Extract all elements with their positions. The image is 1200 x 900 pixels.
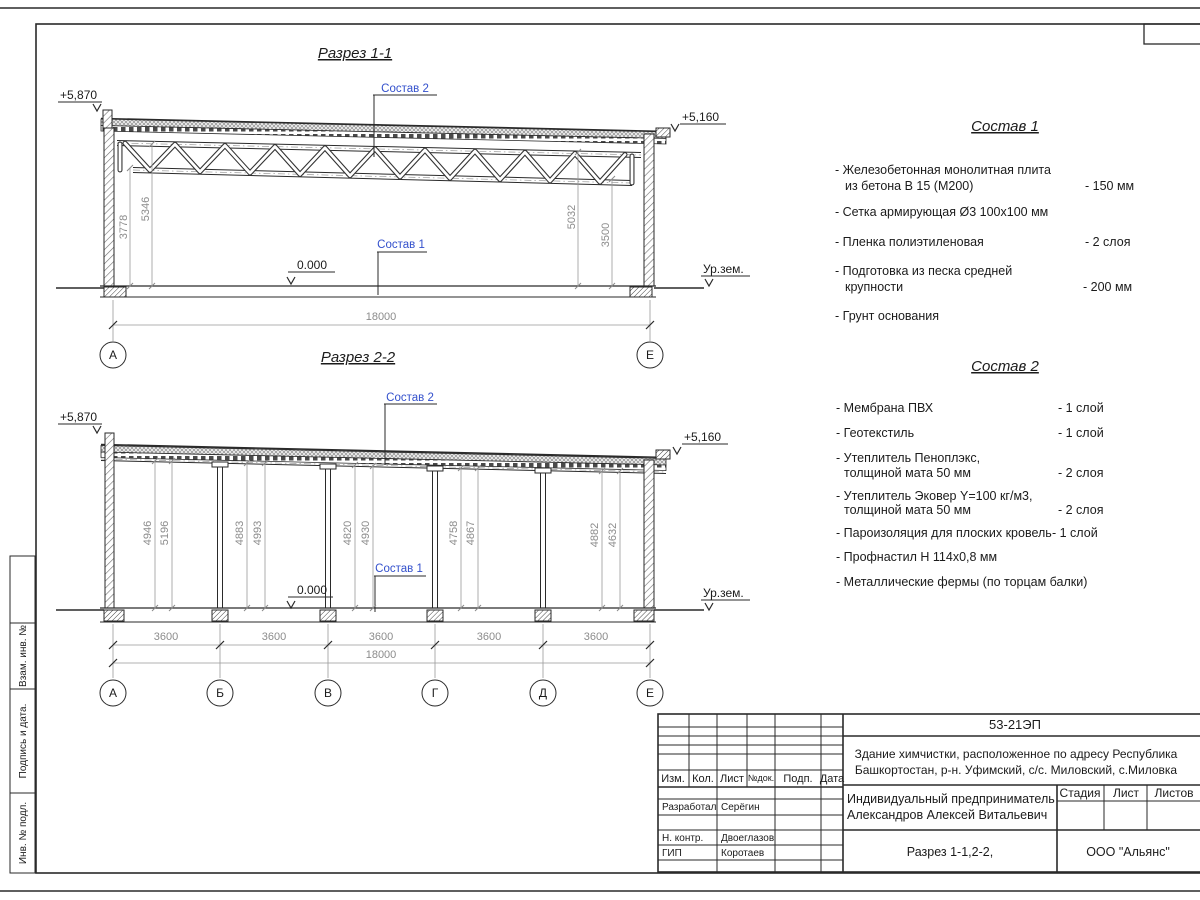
s1-dim-18000: 18000 xyxy=(365,311,397,323)
section-2-2 xyxy=(56,349,750,706)
s1-roof-end-cap xyxy=(656,128,670,137)
s2-elev-right-value: +5,160 xyxy=(684,430,722,444)
s2-axis-a-label: А xyxy=(108,686,118,700)
s2-dim-pair1-a: 4946 xyxy=(142,520,154,546)
s1-elev-left-arrow xyxy=(93,104,101,111)
sostav2-item7-line1: - Металлические фермы (по торцам балки) xyxy=(836,575,1088,589)
sostav2-item5-value: - 1 слой xyxy=(1052,526,1098,540)
stamp-vzam-inv: Взам. инв. № xyxy=(18,625,29,687)
s2-column-b xyxy=(218,467,223,608)
s2-sostav1-leader xyxy=(374,563,426,612)
sostav1-title: Состав 1 xyxy=(971,118,1039,135)
sostav2-item4-value: - 2 слоя xyxy=(1058,503,1104,517)
sostav1-item2-line1: - Сетка армирующая Ø3 100х100 мм xyxy=(835,205,1049,219)
s2-foundation-v xyxy=(320,610,336,621)
sostav-2-list xyxy=(836,358,1104,589)
s2-foundation-e xyxy=(634,610,654,621)
s2-zero-value: 0.000 xyxy=(297,583,328,597)
s1-dim-3500: 3500 xyxy=(600,222,612,248)
s1-dim-5346: 5346 xyxy=(140,196,152,222)
sostav2-item4-line1: - Утеплитель Эковер Y=100 кг/м3, xyxy=(836,489,1033,503)
s2-axis-v-label: В xyxy=(323,686,333,700)
s1-elevation-right xyxy=(671,110,726,131)
s2-dim-pair4-a: 4758 xyxy=(448,520,460,546)
s2-dim-18000: 18000 xyxy=(365,649,397,661)
titleblock-sheet-name: Разрез 1-1,2-2, xyxy=(906,845,994,859)
s2-dim-pair3-b: 4930 xyxy=(360,520,372,546)
s2-foundation-b xyxy=(212,610,228,621)
sostav1-item4-line2: крупности xyxy=(845,280,904,294)
titleblock-name3: Коротаев xyxy=(721,848,765,859)
s2-foundation-a xyxy=(104,610,124,621)
titleblock-name1: Серёгин xyxy=(721,802,760,813)
titleblock-role1: Разработал xyxy=(662,802,717,813)
sostav2-item3-line2: толщиной мата 50 мм xyxy=(844,466,971,480)
s1-axis-a-label: А xyxy=(108,348,118,362)
titleblock-role2: Н. контр. xyxy=(662,833,704,844)
s1-sostav1-label: Состав 1 xyxy=(377,239,425,251)
sostav2-item3-value: - 2 слоя xyxy=(1058,466,1104,480)
s1-dim-3778: 3778 xyxy=(118,214,130,240)
section-1-1 xyxy=(56,45,750,368)
s2-dim-pair1-b: 5196 xyxy=(159,520,171,546)
sostav2-item5-line1: - Пароизоляция для плоских кровель xyxy=(836,526,1052,540)
s1-zero-value: 0.000 xyxy=(297,258,328,272)
s2-column-g-capital xyxy=(427,466,443,471)
sostav2-item2-line1: - Геотекстиль xyxy=(836,426,915,440)
s2-vertical-dims xyxy=(142,458,623,611)
section-1-1-title: Разрез 1-1 xyxy=(317,45,393,62)
titleblock-role3: ГИП xyxy=(662,848,682,859)
s2-span1: 3600 xyxy=(153,631,179,643)
s1-zero-mark xyxy=(287,258,335,284)
s2-elevation-right xyxy=(673,430,728,454)
titleblock-client-line1: Индивидуальный предприниматель xyxy=(847,792,1055,806)
sostav2-item1-value: - 1 слой xyxy=(1058,401,1104,415)
sostav1-item1-value: - 150 мм xyxy=(1085,179,1135,193)
sostav1-item3-line1: - Пленка полиэтиленовая xyxy=(835,235,984,249)
titleblock-header-izm: Изм. xyxy=(661,773,685,785)
s2-roof-end-cap xyxy=(656,450,670,459)
stamp-inv-podl: Инв. № подл. xyxy=(18,801,29,865)
titleblock-object-line1: Здание химчистки, расположенное по адресу Республика xyxy=(854,747,1178,761)
s2-axis-e-label: Е xyxy=(645,686,655,700)
s1-right-wall xyxy=(644,134,654,286)
s2-span-dims xyxy=(100,624,663,706)
titleblock-header-stadia: Стадия xyxy=(1059,786,1101,800)
titleblock-name2: Двоеглазов xyxy=(721,833,775,844)
titleblock-client-line2: Александров Алексей Витальевич xyxy=(847,808,1048,822)
s2-span2: 3600 xyxy=(261,631,287,643)
s2-dim-pair4-b: 4867 xyxy=(465,520,477,546)
titleblock-header-listov: Листов xyxy=(1154,786,1194,800)
sostav1-item4-line1: - Подготовка из песка средней xyxy=(835,264,1013,278)
s2-elevation-left xyxy=(58,410,102,433)
sostav1-item1-line2: из бетона В 15 (М200) xyxy=(845,179,974,193)
sostav1-item3-value: - 2 слоя xyxy=(1085,235,1131,249)
s1-elevation-left xyxy=(58,88,102,111)
s2-foundation-d xyxy=(535,610,551,621)
top-right-doc-box xyxy=(1144,24,1200,44)
s2-dim-pair5-a: 4882 xyxy=(589,522,601,548)
s1-sostav2-leader xyxy=(373,83,437,157)
titleblock-header-podp: Подп. xyxy=(783,773,813,785)
titleblock-object-line2: Башкортостан, р-н. Уфимский, с/с. Миловский, с.Миловка xyxy=(854,763,1178,777)
s1-left-wall xyxy=(104,128,114,286)
s1-foundation-left xyxy=(104,287,126,297)
s1-roof xyxy=(101,119,670,145)
s2-ground-label: Ур.зем. xyxy=(703,586,744,600)
titleblock-header-list: Лист xyxy=(720,773,744,785)
s2-span5: 3600 xyxy=(583,631,609,643)
s2-dim-pair2-a: 4883 xyxy=(234,520,246,546)
s1-axis-e-label: Е xyxy=(645,348,655,362)
section-2-2-title: Разрез 2-2 xyxy=(320,349,396,366)
sostav2-item2-value: - 1 слой xyxy=(1058,426,1104,440)
s2-elev-left-value: +5,870 xyxy=(60,410,98,424)
s1-truss xyxy=(117,141,641,186)
titleblock-header-list2: Лист xyxy=(1112,786,1140,800)
sostav2-item3-line1: - Утеплитель Пеноплэкс, xyxy=(836,451,981,465)
sostav2-item6-line1: - Профнастил Н 114х0,8 мм xyxy=(836,550,998,564)
s1-elev-left-value: +5,870 xyxy=(60,88,98,102)
s1-elev-right-value: +5,160 xyxy=(682,110,720,124)
s2-ground-mark xyxy=(701,586,750,610)
sostav2-item1-line1: - Мембрана ПВХ xyxy=(836,401,934,415)
sostav1-item1-line1: - Железобетонная монолитная плита xyxy=(835,163,1051,177)
title-block xyxy=(658,714,1200,872)
s2-sostav2-label: Состав 2 xyxy=(386,392,434,404)
s2-span4: 3600 xyxy=(476,631,502,643)
s2-dim-pair5-b: 4632 xyxy=(607,522,619,548)
s2-axis-b-label: Б xyxy=(216,686,224,700)
s2-axis-d-label: Д xyxy=(538,686,548,700)
s1-ground-mark xyxy=(701,262,750,286)
s1-foundation-right xyxy=(630,287,652,297)
s2-column-b-capital xyxy=(212,462,228,467)
s2-sostav1-label: Состав 1 xyxy=(375,563,423,575)
titleblock-organization: ООО "Альянс" xyxy=(1086,845,1170,859)
sostav2-title: Состав 2 xyxy=(971,358,1039,375)
s2-dim-pair3-a: 4820 xyxy=(342,520,354,546)
titleblock-header-kol: Кол. xyxy=(692,773,714,785)
sostav-1-list xyxy=(835,118,1134,323)
s1-ground-label: Ур.зем. xyxy=(703,262,744,276)
left-margin-stamps xyxy=(10,556,35,873)
sostav1-item4-value: - 200 мм xyxy=(1083,280,1133,294)
s2-column-d xyxy=(541,473,546,608)
s2-column-d-capital xyxy=(535,468,551,473)
titleblock-header-ndok: №док. xyxy=(747,773,775,783)
titleblock-header-data: Дата xyxy=(819,773,845,785)
s2-column-v-capital xyxy=(320,464,336,469)
s1-dim-5032: 5032 xyxy=(566,204,578,230)
s2-axis-g-label: Г xyxy=(431,686,439,700)
s2-left-wall xyxy=(105,433,114,608)
sostav1-item5-line1: - Грунт основания xyxy=(835,309,940,323)
s1-sostav2-label: Состав 2 xyxy=(381,83,429,95)
s2-foundation-g xyxy=(427,610,443,621)
stamp-podpis-data: Подпись и дата. xyxy=(18,703,29,779)
s2-span3: 3600 xyxy=(368,631,394,643)
s2-right-wall xyxy=(644,460,654,608)
titleblock-doc-number: 53-21ЭП xyxy=(989,717,1041,732)
s2-column-g xyxy=(433,471,438,608)
s2-dim-pair2-b: 4993 xyxy=(252,520,264,546)
s1-elev-right-arrow xyxy=(671,124,679,131)
sostav2-item4-line2: толщиной мата 50 мм xyxy=(844,503,971,517)
